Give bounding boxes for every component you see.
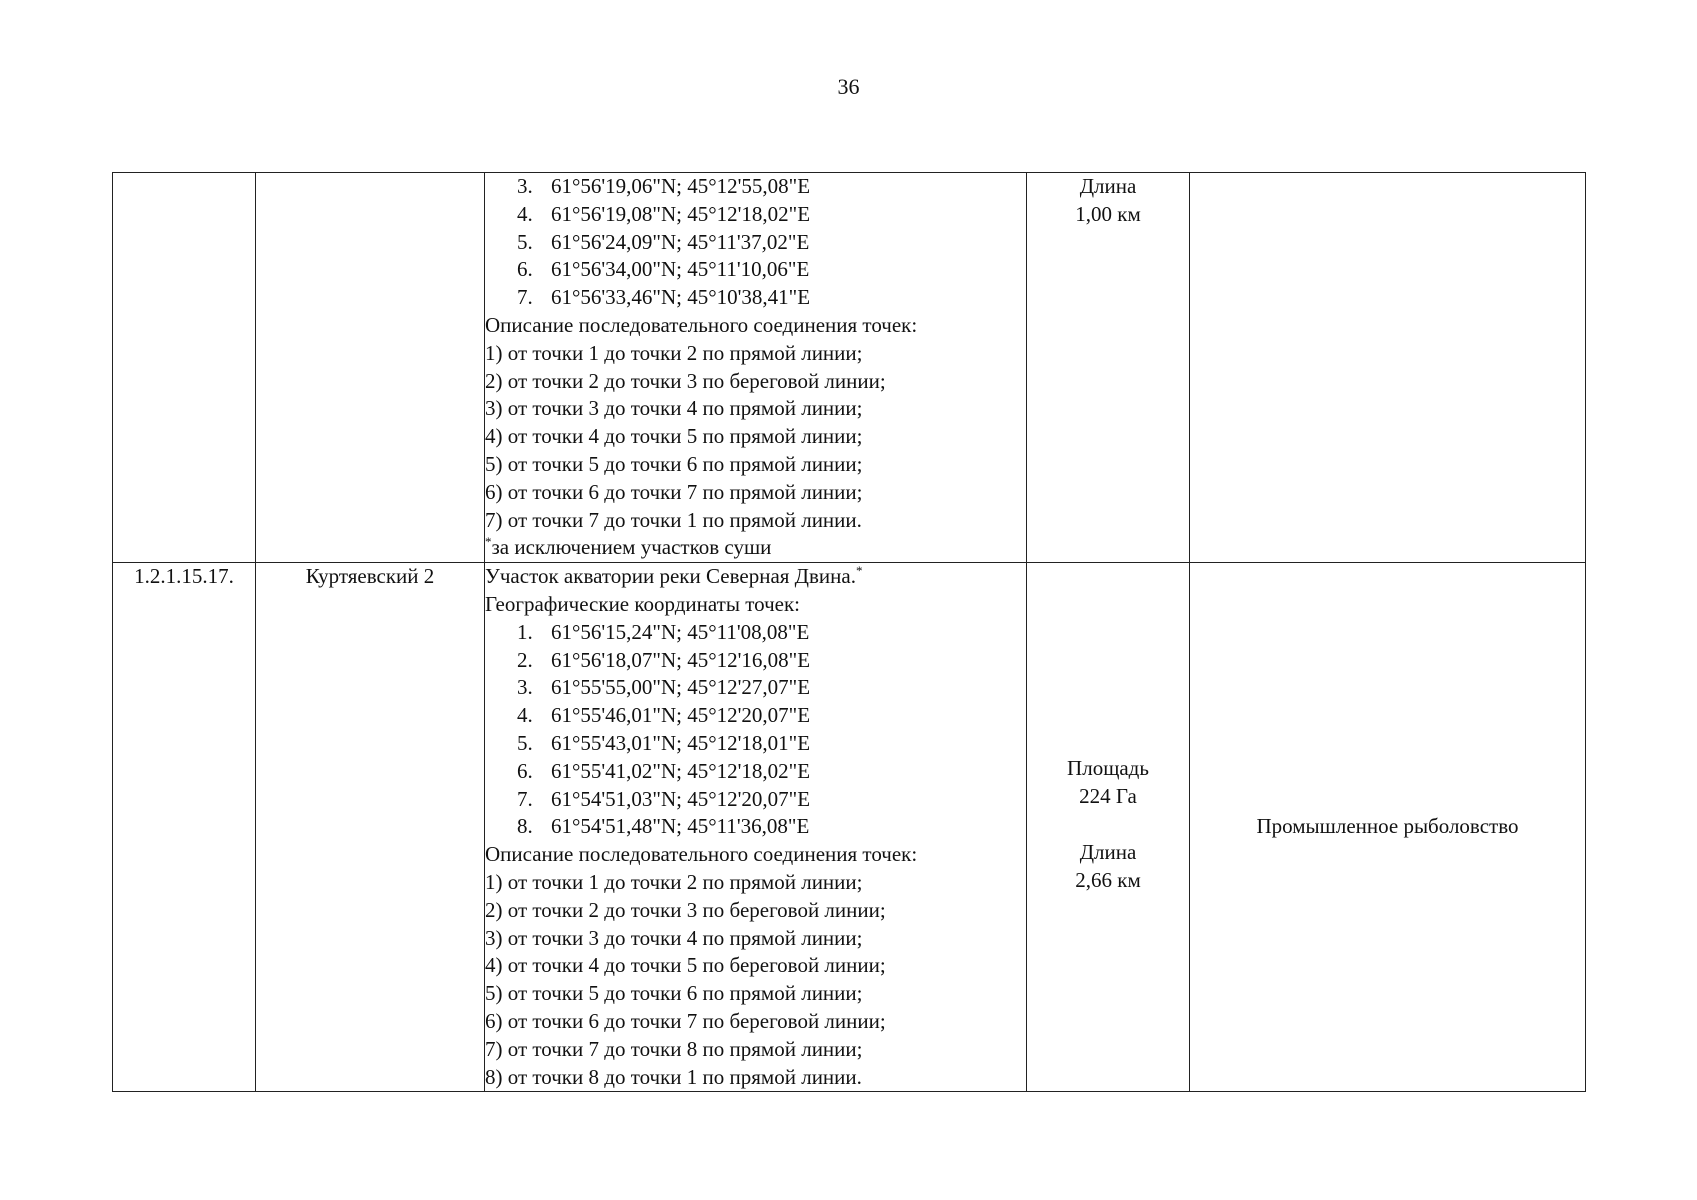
cell-usage-empty [1190, 173, 1586, 563]
cell-number: 1.2.1.15.17. [113, 563, 256, 1092]
list-item: 7. 61°54'51,03"N; 45°12'20,07"E [517, 786, 811, 811]
area-title: Участок акватории реки Северная Двина.* [485, 563, 863, 589]
connection-line: 1) от точки 1 до точки 2 по прямой линии; [485, 340, 863, 365]
list-item: 6. 61°55'41,02"N; 45°12'18,02"E [517, 758, 811, 783]
connection-line: 5) от точки 5 до точки 6 по прямой линии; [485, 451, 863, 476]
coordinate-list [485, 173, 1026, 312]
list-item: 5. 61°56'24,09"N; 45°11'37,02"E [517, 229, 810, 254]
footnote-mark: * [855, 563, 863, 579]
connection-line: 7) от точки 7 до точки 8 по прямой линии; [485, 1036, 863, 1061]
connection-line: 6) от точки 6 до точки 7 по береговой линии; [485, 1008, 886, 1033]
cell-measure [1027, 173, 1190, 563]
list-item: 2. 61°56'18,07"N; 45°12'16,08"E [517, 647, 811, 672]
list-item: 5. 61°55'43,01"N; 45°12'18,01"E [517, 730, 811, 755]
table-row [113, 173, 1586, 563]
connection-line: 6) от точки 6 до точки 7 по прямой линии; [485, 479, 863, 504]
cell-measure [1027, 563, 1190, 1092]
page-number: 36 [837, 74, 860, 99]
connection-line: 4) от точки 4 до точки 5 по береговой линии; [485, 953, 886, 978]
length-value: 1,00 км [1075, 201, 1141, 226]
list-item: 1. 61°56'15,24"N; 45°11'08,08"E [517, 619, 810, 644]
cell-usage: Промышленное рыболовство [1190, 563, 1586, 1092]
length-label: Длина [1079, 839, 1137, 864]
cell-name: Куртяевский 2 [256, 563, 485, 1092]
connection-title: Описание последовательного соединения точек: [485, 842, 918, 867]
coordinate-list [485, 619, 1026, 841]
length-label: Длина [1079, 174, 1137, 198]
connection-title: Описание последовательного соединения точек: [485, 312, 918, 337]
list-item: 3. 61°56'19,06"N; 45°12'55,08"E [517, 174, 811, 198]
length-value: 2,66 км [1075, 867, 1141, 892]
list-item: 8. 61°54'51,48"N; 45°11'36,08"E [517, 814, 810, 839]
cell-description [485, 563, 1027, 1092]
list-item: 7. 61°56'33,46"N; 45°10'38,41"E [517, 285, 811, 310]
connection-line: 3) от точки 3 до точки 4 по прямой линии; [485, 925, 863, 950]
footnote: *за исключением участков суши [485, 534, 772, 560]
cell-name-empty [256, 173, 485, 563]
list-item: 6. 61°56'34,00"N; 45°11'10,06"E [517, 257, 810, 282]
table-row [113, 563, 1586, 1092]
connection-line: 3) от точки 3 до точки 4 по прямой линии; [485, 396, 863, 421]
connection-line: 1) от точки 1 до точки 2 по прямой линии; [485, 869, 863, 894]
connection-line: 2) от точки 2 до точки 3 по береговой линии; [485, 897, 886, 922]
connection-line: 8) от точки 8 до точки 1 по прямой линии. [485, 1064, 862, 1089]
list-item: 3. 61°55'55,00"N; 45°12'27,07"E [517, 675, 811, 700]
footnote-mark: * [485, 534, 492, 550]
connection-line: 5) от точки 5 до точки 6 по прямой линии; [485, 981, 863, 1006]
connection-line: 2) от точки 2 до точки 3 по береговой линии; [485, 368, 886, 393]
list-item: 4. 61°55'46,01"N; 45°12'20,07"E [517, 703, 811, 728]
area-value: 224 Га [1079, 783, 1137, 808]
coords-title: Географические координаты точек: [485, 591, 800, 616]
fishing-areas-table [112, 172, 1586, 1092]
connection-line: 4) от точки 4 до точки 5 по прямой линии; [485, 424, 863, 449]
cell-description [485, 173, 1027, 563]
cell-number-empty [113, 173, 256, 563]
connection-line: 7) от точки 7 до точки 1 по прямой линии. [485, 507, 862, 532]
list-item: 4. 61°56'19,08"N; 45°12'18,02"E [517, 201, 811, 226]
area-label: Площадь [1067, 756, 1149, 781]
